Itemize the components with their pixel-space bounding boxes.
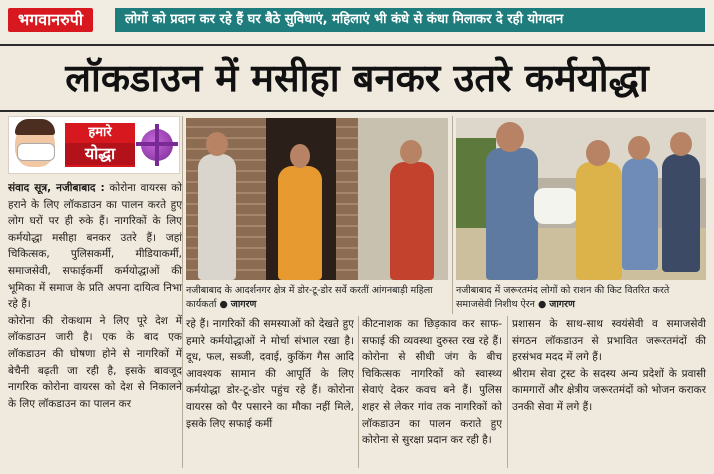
hamare-yoddha-badge	[8, 116, 180, 174]
column-divider	[358, 316, 359, 468]
article-column-3	[362, 316, 502, 468]
face-mask-icon	[17, 143, 55, 161]
person-figure	[662, 154, 700, 272]
person-head	[586, 140, 610, 166]
person-figure	[278, 166, 322, 280]
person-head	[206, 132, 228, 156]
article-paragraph: श्रीराम सेवा ट्रस्ट के सदस्य अन्य प्रदेशों के प्रवासी कामगारों और क्षेत्रीय जरूरतमंदों को भोजन कराकर उनकी सेवा में लगे हैं।	[512, 367, 706, 413]
person-head	[496, 122, 524, 152]
ration-bag	[534, 188, 578, 224]
article-paragraph: प्रशासन के साथ-साथ स्वयंसेवी व समाजसेवी संगठन लॉकडाउन से प्रभावित जरूरतमंदों की हरसंभव मदद में लगे हैं।	[512, 318, 706, 364]
person-figure	[622, 158, 658, 270]
person-head	[670, 132, 692, 156]
badge-label	[65, 123, 135, 167]
photo-divider	[452, 116, 453, 314]
article-column-4	[512, 316, 706, 468]
badge-line-2: योद्धा	[65, 143, 135, 165]
strap-line: लोगों को प्रदान कर रहे हैं घर बैठे सुविधाएं, महिलाएं भी कंधे से कंधा मिलाकर दे रही योगदान	[115, 8, 705, 32]
article-paragraph: रहे हैं। नागरिकों की समस्याओं को देखते हुए हमारे कर्मयोद्धाओं ने मोर्चा संभाल रखा है। दूध, फल, सब्जी, दवाई, कुकिंग गैस आदि आवश्यक सामान की आपूर्ति के लिए कर्मयोद्धा डोर-टू-डोर पहुंच रहे हैं। कोरोना वायरस को पैर पसारने का मौका नहीं मिले, इसके लिए सफाई कर्मी	[186, 318, 354, 430]
article-paragraph	[8, 180, 182, 313]
person-head	[400, 140, 422, 164]
coronavirus-icon	[141, 129, 173, 161]
section-tag: भगवानरुपी	[8, 8, 93, 32]
article-column-1	[8, 180, 182, 468]
photo-caption: नजीबाबाद के आदर्शनगर क्षेत्र में डोर-टू-डोर सर्वे करतीं आंगनबाड़ी महिला कार्यकर्ता ● जागरण	[186, 285, 433, 310]
column-divider	[507, 316, 508, 468]
caption-text: नजीबाबाद में जरूरतमंद लोगों को राशन की किट वितरित करते समाजसेवी निशीथ ऐरन	[456, 285, 670, 310]
article-paragraph: कोरोना की रोकथाम ने लिए पूरे देश में लॉकडाउन जारी है। एक के बाद एक लॉकडाउन की घोषणा होने से नागरिकों में बेचैनी बढ़ती जा रही है, इसके बावजूद नागरिक कोरोना वायरस को देश से निकालने के लिए लॉकडाउन का पालन कर	[8, 314, 182, 410]
person-head	[290, 144, 310, 168]
person-figure	[390, 162, 434, 280]
article-column-2	[186, 316, 354, 468]
photo-caption: नजीबाबाद में जरूरतमंद लोगों को राशन की किट वितरित करते समाजसेवी निशीथ ऐरन ● जागरण	[456, 285, 670, 310]
person-figure	[198, 154, 236, 280]
person-figure	[486, 148, 538, 280]
photo-ration-distribution	[456, 118, 706, 280]
person-figure	[576, 162, 622, 280]
column-divider	[182, 116, 183, 468]
photo-credit: जागरण	[549, 299, 575, 310]
person-head	[628, 136, 650, 160]
rule-bottom	[0, 110, 714, 112]
article-paragraph: कीटनाशक का छिड़काव कर साफ-सफाई की व्यवस्था दुरुस्त रख रहे हैं। कोरोना से सीधी जंग के बीच चिकित्सक नागरिकों को स्वास्थ्य सेवाएं देकर कवच बने हैं। पुलिस शहर से लेकर गांव तक नागरिकों को लॉकडाउन का पालन कराते हुए कोरोना से सुरक्षा प्रदान कर रही है।	[362, 318, 502, 447]
badge-line-1: हमारे	[88, 125, 112, 140]
article-text: कोरोना वायरस को हराने के लिए लॉकडाउन का पालन करते हुए लोग घरों पर ही रुके हैं। नागरिकों के लिए कर्मयोद्धा मसीहा बनकर उतरे हैं। जहां चिकित्सक, पुलिसकर्मी, मीडियाकर्मी, समाजसेवी, सफाईकर्मी कर्मयोद्धाओं की भूमिका में समाज के प्रति अपना दायित्व निभा रहे हैं।	[8, 182, 182, 311]
caption-text: नजीबाबाद के आदर्शनगर क्षेत्र में डोर-टू-डोर सर्वे करतीं आंगनबाड़ी महिला कार्यकर्ता	[186, 285, 433, 310]
byline: संवाद सूत्र, नजीबाबाद :	[8, 182, 105, 194]
hair-shape	[15, 119, 55, 135]
photo-anganwadi-survey	[186, 118, 448, 280]
rule-top	[0, 44, 714, 46]
photo-credit: जागरण	[230, 299, 257, 310]
headline: लॉकडाउन में मसीहा बनकर उतरे कर्मयोद्धा	[65, 55, 649, 100]
